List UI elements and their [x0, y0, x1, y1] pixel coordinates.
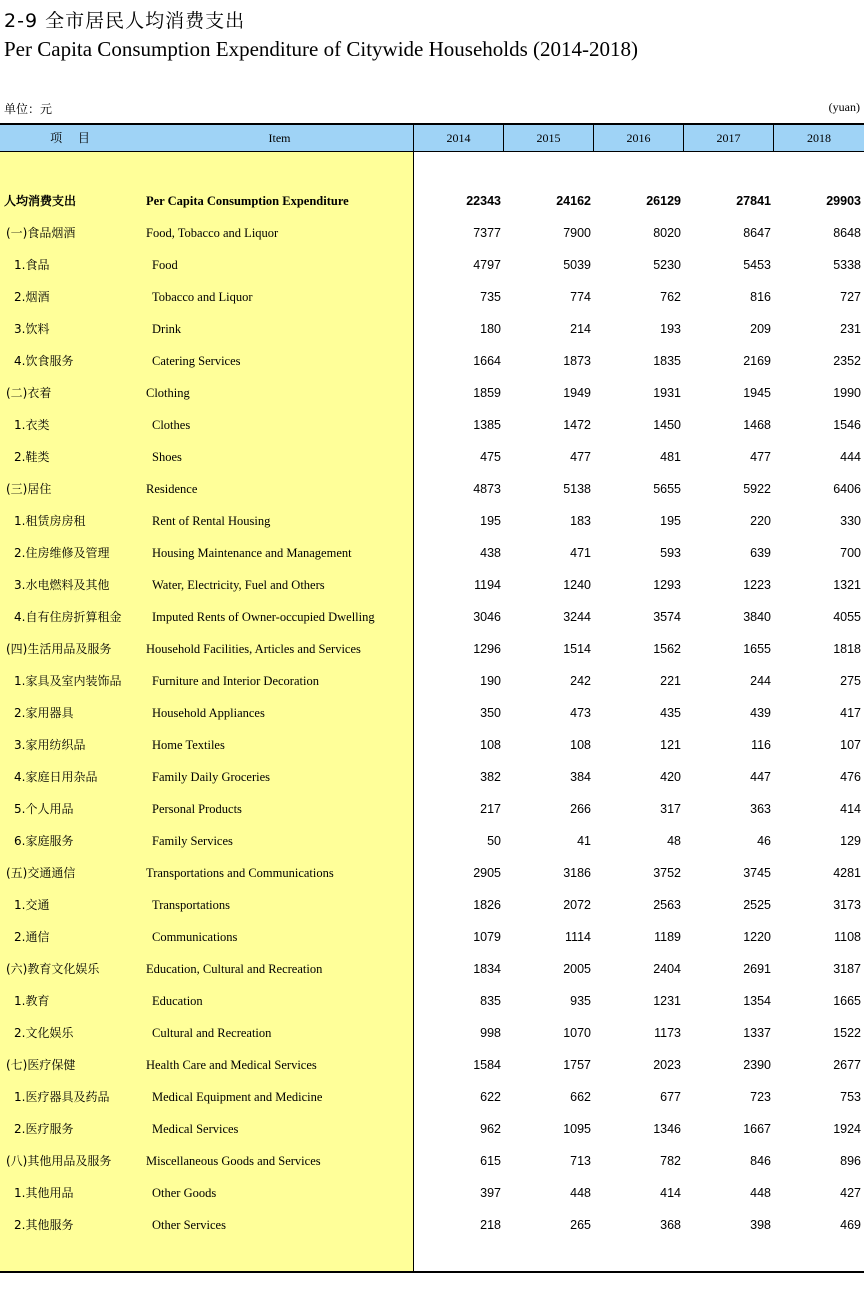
value-cell: 1834 — [473, 962, 501, 976]
table-row — [0, 505, 864, 537]
value-cell: 477 — [750, 450, 771, 464]
row-label-english: Personal Products — [152, 802, 242, 816]
row-label-english: Education, Cultural and Recreation — [146, 962, 323, 976]
row-label-english: Shoes — [152, 450, 182, 464]
row-label-chinese: 2.其他服务 — [14, 1218, 74, 1232]
row-label-english: Residence — [146, 482, 198, 496]
value-cell: 5039 — [563, 258, 591, 272]
row-label-chinese: 1.其他用品 — [14, 1186, 74, 1200]
row-label-english: Water, Electricity, Fuel and Others — [152, 578, 325, 592]
value-cell: 22343 — [466, 194, 501, 208]
value-cell: 209 — [750, 322, 771, 336]
table-row — [0, 985, 864, 1017]
value-cell: 723 — [750, 1090, 771, 1104]
row-label-chinese: 1.教育 — [14, 994, 50, 1008]
table-row — [0, 921, 864, 953]
table-row — [0, 697, 864, 729]
value-cell: 108 — [570, 738, 591, 752]
value-cell: 195 — [660, 514, 681, 528]
value-cell: 2905 — [473, 866, 501, 880]
row-label-english: Education — [152, 994, 203, 1008]
value-cell: 1070 — [563, 1026, 591, 1040]
value-cell: 190 — [480, 674, 501, 688]
unit-label-chinese: 单位：元 — [4, 102, 53, 116]
row-label-english: Drink — [152, 322, 182, 336]
table-row — [0, 953, 864, 985]
value-cell: 3745 — [743, 866, 771, 880]
value-cell: 1108 — [834, 930, 861, 944]
row-label-english: Household Appliances — [152, 706, 265, 720]
value-cell: 1296 — [473, 642, 501, 656]
table-row — [0, 1113, 864, 1145]
value-cell: 368 — [660, 1218, 681, 1232]
row-label-english: Catering Services — [152, 354, 241, 368]
table-row — [0, 313, 864, 345]
value-cell: 3752 — [653, 866, 681, 880]
header-year: 2017 — [684, 125, 774, 152]
value-cell: 1945 — [743, 386, 771, 400]
value-cell: 1835 — [653, 354, 681, 368]
value-cell: 1472 — [563, 418, 591, 432]
row-label-english: Tobacco and Liquor — [152, 290, 253, 304]
row-label-english: Communications — [152, 930, 238, 944]
row-label-chinese: (八)其他用品及服务 — [6, 1154, 112, 1168]
value-cell: 727 — [840, 290, 861, 304]
value-cell: 1468 — [743, 418, 771, 432]
row-label-chinese: 1.交通 — [14, 898, 50, 912]
row-label-chinese: (六)教育文化娱乐 — [6, 962, 100, 976]
table-row — [0, 1081, 864, 1113]
value-cell: 8647 — [743, 226, 771, 240]
value-cell: 3187 — [833, 962, 861, 976]
value-cell: 220 — [750, 514, 771, 528]
value-cell: 265 — [570, 1218, 591, 1232]
value-cell: 1818 — [833, 642, 861, 656]
value-cell: 662 — [570, 1090, 591, 1104]
table-row — [0, 249, 864, 281]
value-cell: 639 — [750, 546, 771, 560]
value-cell: 1189 — [654, 930, 681, 944]
value-cell: 2404 — [653, 962, 681, 976]
table-row — [0, 217, 864, 249]
value-cell: 27841 — [736, 194, 771, 208]
value-cell: 448 — [750, 1186, 771, 1200]
value-cell: 471 — [570, 546, 591, 560]
value-cell: 1223 — [743, 578, 771, 592]
row-label-english: Clothes — [152, 418, 191, 432]
row-label-english: Other Goods — [152, 1186, 217, 1200]
value-cell: 41 — [577, 834, 591, 848]
value-cell: 481 — [660, 450, 681, 464]
value-cell: 398 — [750, 1218, 771, 1232]
row-label-chinese: 2.烟酒 — [14, 290, 50, 304]
value-cell: 476 — [840, 770, 861, 784]
value-cell: 1990 — [833, 386, 861, 400]
row-label-chinese: 3.家用纺织品 — [14, 738, 86, 752]
value-cell: 1450 — [653, 418, 681, 432]
value-cell: 129 — [840, 834, 861, 848]
value-cell: 221 — [660, 674, 681, 688]
row-label-english: Clothing — [146, 386, 190, 400]
value-cell: 835 — [480, 994, 501, 1008]
value-cell: 417 — [840, 706, 861, 720]
value-cell: 2525 — [743, 898, 771, 912]
row-label-english: Medical Equipment and Medicine — [152, 1090, 323, 1104]
value-cell: 753 — [840, 1090, 861, 1104]
row-label-chinese: 1.医疗器具及药品 — [14, 1090, 110, 1104]
row-label-chinese: 4.自有住房折算租金 — [14, 610, 122, 624]
value-cell: 677 — [660, 1090, 681, 1104]
value-cell: 50 — [487, 834, 501, 848]
table-row — [0, 185, 864, 217]
header-item-english: Item — [146, 125, 414, 152]
row-label-english: Family Services — [152, 834, 233, 848]
table-row — [0, 889, 864, 921]
value-cell: 4055 — [833, 610, 861, 624]
value-cell: 3840 — [743, 610, 771, 624]
value-cell: 427 — [840, 1186, 861, 1200]
table-row — [0, 1209, 864, 1241]
value-cell: 382 — [480, 770, 501, 784]
header-year: 2018 — [807, 131, 831, 145]
value-cell: 1194 — [474, 578, 501, 592]
row-label-chinese: (七)医疗保健 — [6, 1058, 76, 1072]
value-cell: 420 — [660, 770, 681, 784]
value-cell: 713 — [570, 1154, 591, 1168]
value-cell: 447 — [750, 770, 771, 784]
value-cell: 477 — [570, 450, 591, 464]
value-cell: 2691 — [743, 962, 771, 976]
row-label-chinese: 2.鞋类 — [14, 450, 50, 464]
value-cell: 998 — [480, 1026, 501, 1040]
value-cell: 121 — [660, 738, 681, 752]
value-cell: 266 — [570, 802, 591, 816]
row-label-chinese: 人均消费支出 — [4, 194, 77, 208]
value-cell: 8648 — [833, 226, 861, 240]
row-label-english: Cultural and Recreation — [152, 1026, 272, 1040]
row-label-chinese: 2.通信 — [14, 930, 50, 944]
value-cell: 3244 — [563, 610, 591, 624]
table-row — [0, 345, 864, 377]
row-label-english: Furniture and Interior Decoration — [152, 674, 319, 688]
row-label-chinese: 6.家庭服务 — [14, 834, 74, 848]
value-cell: 183 — [570, 514, 591, 528]
row-label-english: Food, Tobacco and Liquor — [146, 226, 279, 240]
table-row — [0, 281, 864, 313]
header-item-chinese: 项 目 — [50, 131, 96, 145]
value-cell: 414 — [660, 1186, 681, 1200]
table-row — [0, 857, 864, 889]
value-cell: 1924 — [833, 1122, 861, 1136]
value-cell: 816 — [750, 290, 771, 304]
value-cell: 107 — [840, 738, 861, 752]
value-cell: 444 — [840, 450, 861, 464]
row-label-chinese: 2.医疗服务 — [14, 1122, 74, 1136]
value-cell: 2352 — [833, 354, 861, 368]
unit-label-english: (yuan) — [828, 100, 860, 114]
table-body — [0, 185, 864, 1241]
table-row — [0, 1017, 864, 1049]
row-label-chinese: 2.住房维修及管理 — [14, 546, 110, 560]
table-row — [0, 825, 864, 857]
value-cell: 1873 — [563, 354, 591, 368]
value-cell: 473 — [570, 706, 591, 720]
value-cell: 26129 — [646, 194, 681, 208]
value-cell: 1584 — [473, 1058, 501, 1072]
value-cell: 214 — [570, 322, 591, 336]
value-cell: 242 — [570, 674, 591, 688]
value-cell: 962 — [480, 1122, 501, 1136]
row-label-english: Imputed Rents of Owner-occupied Dwelling — [152, 610, 375, 624]
value-cell: 217 — [480, 802, 501, 816]
value-cell: 1522 — [833, 1026, 861, 1040]
value-cell: 231 — [840, 322, 861, 336]
table-row — [0, 537, 864, 569]
value-cell: 1757 — [563, 1058, 591, 1072]
table-row — [0, 601, 864, 633]
row-label-english: Transportations and Communications — [146, 866, 334, 880]
value-cell: 846 — [750, 1154, 771, 1168]
table-row — [0, 473, 864, 505]
table-row — [0, 1145, 864, 1177]
row-label-english: Housing Maintenance and Management — [152, 546, 352, 560]
row-label-english: Rent of Rental Housing — [152, 514, 271, 528]
value-cell: 397 — [480, 1186, 501, 1200]
value-cell: 935 — [570, 994, 591, 1008]
value-cell: 116 — [751, 738, 771, 752]
value-cell: 2005 — [563, 962, 591, 976]
value-cell: 3173 — [833, 898, 861, 912]
row-label-chinese: 3.水电燃料及其他 — [14, 578, 110, 592]
value-cell: 1346 — [653, 1122, 681, 1136]
value-cell: 1079 — [473, 930, 501, 944]
row-label-chinese: (五)交通通信 — [6, 866, 76, 880]
row-label-chinese: (一)食品烟酒 — [6, 226, 76, 240]
header-year: 2014 — [414, 125, 504, 152]
value-cell: 1173 — [654, 1026, 681, 1040]
value-cell: 1337 — [743, 1026, 771, 1040]
row-label-english: Household Facilities, Articles and Services — [146, 642, 361, 656]
table-row — [0, 793, 864, 825]
row-label-chinese: 1.家具及室内装饰品 — [14, 674, 122, 688]
value-cell: 896 — [840, 1154, 861, 1168]
value-cell: 1231 — [653, 994, 681, 1008]
value-cell: 1562 — [653, 642, 681, 656]
header-year: 2015 — [504, 125, 594, 152]
row-label-chinese: 5.个人用品 — [14, 802, 74, 816]
value-cell: 622 — [480, 1090, 501, 1104]
value-cell: 2390 — [743, 1058, 771, 1072]
value-cell: 180 — [480, 322, 501, 336]
value-cell: 1321 — [833, 578, 861, 592]
value-cell: 1826 — [473, 898, 501, 912]
value-cell: 6406 — [833, 482, 861, 496]
row-label-english: Medical Services — [152, 1122, 239, 1136]
value-cell: 439 — [750, 706, 771, 720]
row-label-english: Home Textiles — [152, 738, 225, 752]
value-cell: 4797 — [473, 258, 501, 272]
value-cell: 3046 — [473, 610, 501, 624]
value-cell: 384 — [570, 770, 591, 784]
row-label-chinese: (二)衣着 — [6, 386, 52, 400]
value-cell: 448 — [570, 1186, 591, 1200]
value-cell: 5138 — [563, 482, 591, 496]
row-label-english: Family Daily Groceries — [152, 770, 271, 784]
value-cell: 414 — [840, 802, 861, 816]
row-label-chinese: 2.文化娱乐 — [14, 1026, 74, 1040]
page-title-chinese: 2-9 全市居民人均消费支出 — [4, 10, 246, 32]
value-cell: 1240 — [563, 578, 591, 592]
value-cell: 46 — [757, 834, 771, 848]
value-cell: 1665 — [833, 994, 861, 1008]
table-row — [0, 665, 864, 697]
table-row — [0, 441, 864, 473]
value-cell: 193 — [660, 322, 681, 336]
row-label-chinese: (四)生活用品及服务 — [6, 642, 112, 656]
value-cell: 735 — [480, 290, 501, 304]
value-cell: 363 — [750, 802, 771, 816]
value-cell: 2169 — [743, 354, 771, 368]
value-cell: 275 — [840, 674, 861, 688]
row-label-english: Per Capita Consumption Expenditure — [146, 194, 349, 208]
value-cell: 774 — [570, 290, 591, 304]
value-cell: 317 — [660, 802, 681, 816]
table-row — [0, 569, 864, 601]
row-label-chinese: 1.食品 — [14, 258, 50, 272]
table-row — [0, 377, 864, 409]
value-cell: 1095 — [563, 1122, 591, 1136]
row-label-chinese: 4.家庭日用杂品 — [14, 770, 98, 784]
value-cell: 1546 — [833, 418, 861, 432]
value-cell: 5230 — [653, 258, 681, 272]
value-cell: 195 — [480, 514, 501, 528]
value-cell: 29903 — [826, 194, 861, 208]
row-label-chinese: 2.家用器具 — [14, 706, 74, 720]
value-cell: 1655 — [743, 642, 771, 656]
value-cell: 438 — [480, 546, 501, 560]
value-cell: 700 — [840, 546, 861, 560]
row-label-english: Food — [152, 258, 178, 272]
value-cell: 330 — [840, 514, 861, 528]
value-cell: 1949 — [563, 386, 591, 400]
value-cell: 5338 — [833, 258, 861, 272]
table-row — [0, 1177, 864, 1209]
value-cell: 3574 — [653, 610, 681, 624]
row-label-chinese: 3.饮料 — [14, 322, 50, 336]
value-cell: 782 — [660, 1154, 681, 1168]
row-label-english: Transportations — [152, 898, 231, 912]
value-cell: 762 — [660, 290, 681, 304]
value-cell: 244 — [750, 674, 771, 688]
value-cell: 3186 — [563, 866, 591, 880]
row-label-chinese: (三)居住 — [6, 482, 52, 496]
row-label-chinese: 1.衣类 — [14, 418, 50, 432]
value-cell: 8020 — [653, 226, 681, 240]
table-row — [0, 409, 864, 441]
header-year: 2016 — [594, 125, 684, 152]
value-cell: 2677 — [833, 1058, 861, 1072]
table-row — [0, 761, 864, 793]
value-cell: 1931 — [653, 386, 681, 400]
table-header — [0, 123, 864, 152]
value-cell: 24162 — [556, 194, 591, 208]
value-cell: 1514 — [563, 642, 591, 656]
table-row — [0, 633, 864, 665]
value-cell: 4281 — [833, 866, 861, 880]
value-cell: 5453 — [743, 258, 771, 272]
value-cell: 1293 — [653, 578, 681, 592]
value-cell: 1354 — [743, 994, 771, 1008]
value-cell: 1859 — [473, 386, 501, 400]
value-cell: 5922 — [743, 482, 771, 496]
value-cell: 1114 — [565, 930, 591, 944]
value-cell: 5655 — [653, 482, 681, 496]
value-cell: 475 — [480, 450, 501, 464]
row-label-chinese: 1.租赁房房租 — [14, 514, 86, 528]
value-cell: 615 — [480, 1154, 501, 1168]
value-cell: 2023 — [653, 1058, 681, 1072]
value-cell: 1220 — [743, 930, 771, 944]
value-cell: 218 — [480, 1218, 501, 1232]
table-row — [0, 1049, 864, 1081]
value-cell: 7900 — [563, 226, 591, 240]
table-row — [0, 729, 864, 761]
value-cell: 108 — [480, 738, 501, 752]
value-cell: 435 — [660, 706, 681, 720]
value-cell: 4873 — [473, 482, 501, 496]
row-label-english: Other Services — [152, 1218, 226, 1232]
value-cell: 2563 — [653, 898, 681, 912]
value-cell: 1664 — [473, 354, 501, 368]
row-label-english: Health Care and Medical Services — [146, 1058, 317, 1072]
value-cell: 7377 — [473, 226, 501, 240]
value-cell: 2072 — [563, 898, 591, 912]
page-title-english: Per Capita Consumption Expenditure of Citywide Households (2014-2018) — [4, 37, 639, 61]
table-bottom-rule — [0, 1271, 864, 1273]
value-cell: 1385 — [473, 418, 501, 432]
row-label-english: Miscellaneous Goods and Services — [146, 1154, 321, 1168]
value-cell: 48 — [667, 834, 681, 848]
row-label-chinese: 4.饮食服务 — [14, 354, 74, 368]
value-cell: 1667 — [743, 1122, 771, 1136]
value-cell: 350 — [480, 706, 501, 720]
value-cell: 593 — [660, 546, 681, 560]
value-cell: 469 — [840, 1218, 861, 1232]
